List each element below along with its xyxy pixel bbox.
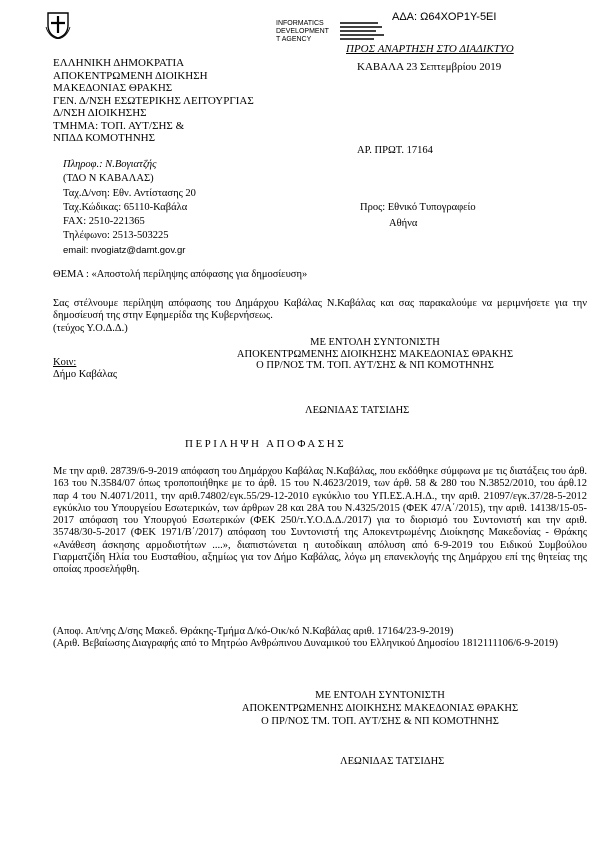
intro-paragraph: Σας στέλνουμε περίληψη απόφασης του Δημάρχου Καβάλας Ν.Καβάλας και σας παρακαλούμε να μεριμνήσετε για την δημοσίευσή της στην Εφημερίδα της Κυβερνήσεως. — [53, 298, 587, 322]
order-block-1: ΜΕ ΕΝΤΟΛΗ ΣΥΝΤΟΝΙΣΤΗ ΑΠΟΚΕΝΤΡΩΜΕΝΗΣ ΔΙΟΙΚΗΣΗΣ ΜΑΚΕΔΟΝΙΑΣ ΘΡΑΚΗΣ Ο ΠΡ/ΝΟΣ ΤΜ. ΤΟΠ. ΑΥΤ/ΣΗΣ & ΝΠ ΚΟΜΟΤΗΝΗΣ — [236, 337, 514, 371]
cc-label: Κοιν: — [53, 357, 77, 368]
reference-decision: (Αποφ. Απ/νης Δ/σης Μακεδ. Θράκης-Τμήμα Δ/κό-Οικ/κό Ν.Καβάλας αριθ. 17164/23-9-2019) — [53, 626, 454, 637]
agency-logo-icon — [338, 21, 400, 43]
protocol-number: ΑΡ. ΠΡΩΤ. 17164 — [357, 145, 433, 156]
cc-recipient: Δήμο Καβάλας — [53, 369, 118, 380]
greek-emblem-icon — [45, 11, 71, 39]
signer-name-1: ΛΕΩΝΙΔΑΣ ΤΑΤΣΙΔΗΣ — [305, 405, 410, 416]
recipient: Προς: Εθνικό Τυπογραφείο Αθήνα — [360, 202, 476, 229]
post-title: ΠΡΟΣ ΑΝΑΡΤΗΣΗ ΣΤΟ ΔΙΑΔΙΚΤΥΟ — [346, 43, 514, 55]
summary-body: Με την αριθ. 28739/6-9-2019 απόφαση του Δημάρχου Καβάλας Ν.Καβάλας, που εκδόθηκε σύμφωνα με τις διατάξεις του άρθ. 163 του Ν.3584/07 όπως τροποποιήθηκε με το άρθ. 15 του Ν.4623/2019, των άρθ. 58 & 280 του Ν.3852/2010, του άρθ.12 παρ 4 του Ν.4071/2011, την αριθ.74802/εγκ.55/29-12-2010 εγκύκλιο του ΥΠ.ΕΣ.Α.Η.Δ., την αριθ. 21097/εγκ.37/28-5-2012 εγκύκλιο του Υπουργείου Εσωτερικών, των άρθρων 28 και 28Α του Ν.4325/2015 (ΦΕΚ 47/Α΄/2015), την αριθ. 14138/15-05-2017 απόφαση του Υπουργού Εσωτερικών (ΦΕΚ 250/τ.Υ.Ο.Δ.Δ./2017) για το διορισμό του Συντονιστή και την αριθ. 35748/30-5-2017 (ΦΕΚ 1971/Β΄/2017) απόφαση του Συντονιστή της Αποκεντρωμένης Διοίκησης Μακεδονίας - Θράκης «Ανάθεση άσκησης αρμοδιοτήτων ....», διαπιστώνεται η αυτοδίκαιη απόλυση από 6-9-2019 του Ειδικού Συμβούλου Γιαρματζίδη Ηλία του Ευσταθίου, αξημίως για τον Δήμο Καβάλας, λόγω μη επανεκλογής της Δημάρχου επί της θητείας της οποίας προσελήφθη. — [53, 466, 587, 576]
contact-info: Πληροφ.: Ν.Βογιατζής (ΤΔΟ Ν ΚΑΒΑΛΑΣ) Ταχ.Δ/νση: Εθν. Αντίστασης 20 Ταχ.Κώδικας: 65110-Καβάλα FAX: 2510-221365 Τηλέφωνο: 2513-503225 email: nvogiatz@damt.gov.gr — [63, 158, 196, 258]
date-line: ΚΑΒΑΛΑ 23 Σεπτεμβρίου 2019 — [357, 61, 502, 73]
issue-type: (τεύχος Υ.Ο.Δ.Δ.) — [53, 323, 128, 334]
order-block-2: ΜΕ ΕΝΤΟΛΗ ΣΥΝΤΟΝΙΣΤΗ ΑΠΟΚΕΝΤΡΩΜΕΝΗΣ ΔΙΟΙΚΗΣΗΣ ΜΑΚΕΔΟΝΙΑΣ ΘΡΑΚΗΣ Ο ΠΡ/ΝΟΣ ΤΜ. ΤΟΠ. ΑΥΤ/ΣΗΣ & ΝΠ ΚΟΜΟΤΗΝΗΣ — [241, 690, 519, 727]
email-link[interactable]: email: nvogiatz@damt.gov.gr — [63, 244, 186, 256]
agency-logo-text: INFORMATICS DEVELOPMENT T AGENCY — [276, 20, 329, 43]
summary-title: ΠΕΡΙΛΗΨΗ ΑΠΟΦΑΣΗΣ — [185, 438, 347, 450]
subject-line: ΘΕΜΑ : «Αποστολή περίληψης απόφασης για δημοσίευση» — [53, 269, 308, 280]
signer-name-2: ΛΕΩΝΙΔΑΣ ΤΑΤΣΙΔΗΣ — [340, 756, 445, 767]
issuer-header: ΕΛΛΗΝΙΚΗ ΔΗΜΟΚΡΑΤΙΑ ΑΠΟΚΕΝΤΡΩΜΕΝΗ ΔΙΟΙΚΗΣΗ ΜΑΚΕΔΟΝΙΑΣ ΘΡΑΚΗΣ ΓΕΝ. Δ/ΝΣΗ ΕΣΩΤΕΡΙΚΗΣ ΛΕΙΤΟΥΡΓΙΑΣ Δ/ΝΣΗ ΔΙΟΙΚΗΣΗΣ ΤΜΗΜΑ: ΤΟΠ. ΑΥΤ/ΣΗΣ & ΝΠΔΔ ΚΟΜΟΤΗΝΗΣ — [53, 57, 254, 144]
ada-code: ΑΔΑ: Ω64ΧΟΡ1Υ-5ΕΙ — [392, 11, 497, 23]
reference-certificate: (Αριθ. Βεβαίωσης Διαγραφής από το Μητρώο Ανθρώπινου Δυναμικού του Ελληνικού Δημοσίου 1812111106/6-9-2019) — [53, 638, 559, 649]
